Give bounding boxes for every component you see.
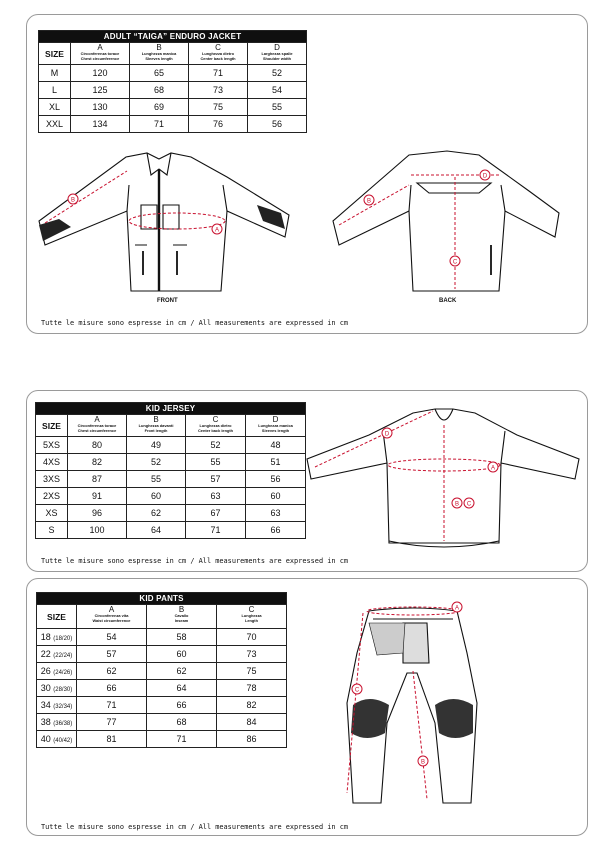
value-cell: 71 <box>147 731 217 748</box>
value-cell: 80 <box>68 437 127 454</box>
measurement-note: Tutte le misure sono espresse in cm / All measurements are expressed in cm <box>41 823 348 831</box>
jersey-size-table <box>35 402 306 539</box>
jacket-col-d: D Larghezza spalle Shoulder width <box>248 43 307 65</box>
marker-d <box>480 170 490 180</box>
jersey-size-header: SIZE <box>36 415 68 437</box>
size-cell <box>39 116 71 133</box>
size-cell <box>36 522 68 539</box>
pants-size-header: SIZE <box>37 605 77 629</box>
value-cell: 55 <box>127 471 186 488</box>
value-cell: 82 <box>68 454 127 471</box>
jacket-size-header: SIZE <box>39 43 71 65</box>
svg-text:B: B <box>420 759 426 766</box>
value-cell: 87 <box>68 471 127 488</box>
size-range: (22/24) <box>53 653 73 659</box>
value-cell: 60 <box>246 488 306 505</box>
size-cell <box>37 629 77 646</box>
size-cell <box>39 99 71 116</box>
pants-table-title: KID PANTS <box>37 593 287 605</box>
table-row <box>37 714 287 731</box>
value-cell: 54 <box>77 629 147 646</box>
size-label: 2XS <box>42 491 60 501</box>
jersey-table-title: KID JERSEY <box>36 403 306 415</box>
jacket-table-title: ADULT “TAIGA” ENDURO JACKET <box>39 31 307 43</box>
pants-size-table <box>36 592 287 748</box>
value-cell: 52 <box>186 437 246 454</box>
jersey-col-c: C Lunghezza dietro Center back length <box>186 415 246 437</box>
table-row <box>37 663 287 680</box>
measurement-note: Tutte le misure sono espresse in cm / All measurements are expressed in cm <box>41 557 348 565</box>
size-range: (32/34) <box>53 704 73 710</box>
size-range: (36/38) <box>53 721 73 727</box>
value-cell: 75 <box>189 99 248 116</box>
size-cell <box>39 65 71 82</box>
marker-a <box>488 462 498 472</box>
value-cell: 71 <box>130 116 189 133</box>
jacket-size-card <box>26 14 588 334</box>
value-cell: 60 <box>127 488 186 505</box>
measurement-note: Tutte le misure sono espresse in cm / All measurements are expressed in cm <box>41 319 348 327</box>
value-cell: 125 <box>71 82 130 99</box>
kid-jersey-size-card <box>26 390 588 572</box>
jacket-front-illustration <box>31 145 303 295</box>
marker-b <box>452 498 462 508</box>
table-row <box>37 697 287 714</box>
value-cell: 63 <box>186 488 246 505</box>
table-row <box>39 116 307 133</box>
value-cell: 66 <box>246 522 306 539</box>
size-range: (18/20) <box>53 636 73 642</box>
size-label: 5XS <box>42 440 60 450</box>
value-cell: 49 <box>127 437 186 454</box>
value-cell: 62 <box>127 505 186 522</box>
value-cell: 62 <box>77 663 147 680</box>
size-range: (24/26) <box>53 670 73 676</box>
jacket-col-c: C Lunghezza dietro Center back length <box>189 43 248 65</box>
svg-text:A: A <box>214 227 220 234</box>
value-cell: 82 <box>217 697 287 714</box>
jacket-front-label: FRONT <box>157 298 178 304</box>
value-cell: 75 <box>217 663 287 680</box>
table-row <box>37 629 287 646</box>
jacket-back-label: BACK <box>439 298 457 304</box>
size-cell <box>39 82 71 99</box>
size-range: (28/30) <box>53 687 73 693</box>
value-cell: 100 <box>68 522 127 539</box>
value-cell: 54 <box>248 82 307 99</box>
value-cell: 65 <box>130 65 189 82</box>
table-row <box>36 454 306 471</box>
size-cell <box>37 714 77 731</box>
svg-text:B: B <box>70 197 76 204</box>
value-cell: 69 <box>130 99 189 116</box>
value-cell: 120 <box>71 65 130 82</box>
table-row <box>39 82 307 99</box>
svg-text:C: C <box>354 687 360 694</box>
value-cell: 55 <box>186 454 246 471</box>
value-cell: 64 <box>147 680 217 697</box>
marker-b <box>418 756 428 766</box>
table-row <box>37 731 287 748</box>
size-label: XS <box>45 508 58 518</box>
pants-col-a: A Circonferenza vita Waist circumference <box>77 605 147 629</box>
table-row <box>39 65 307 82</box>
marker-b <box>68 194 78 204</box>
svg-text:B: B <box>366 198 372 205</box>
svg-text:D: D <box>482 173 488 180</box>
value-cell: 60 <box>147 646 217 663</box>
jacket-back-illustration <box>309 145 577 295</box>
value-cell: 63 <box>246 505 306 522</box>
svg-text:B: B <box>454 501 460 508</box>
value-cell: 81 <box>77 731 147 748</box>
size-label: 26 <box>40 666 51 676</box>
size-cell <box>36 437 68 454</box>
pants-col-c: C Lunghezza Length <box>217 605 287 629</box>
table-row <box>37 680 287 697</box>
table-row <box>36 505 306 522</box>
value-cell: 71 <box>189 65 248 82</box>
value-cell: 52 <box>127 454 186 471</box>
svg-text:A: A <box>454 605 460 612</box>
size-label: 30 <box>40 683 51 693</box>
pants-illustration <box>317 593 497 813</box>
table-row <box>36 488 306 505</box>
size-label: XL <box>48 102 60 112</box>
jersey-illustration <box>303 403 583 553</box>
jacket-size-table <box>38 30 307 133</box>
value-cell: 51 <box>246 454 306 471</box>
value-cell: 52 <box>248 65 307 82</box>
value-cell: 96 <box>68 505 127 522</box>
value-cell: 91 <box>68 488 127 505</box>
marker-c <box>450 256 460 266</box>
table-row <box>36 471 306 488</box>
value-cell: 76 <box>189 116 248 133</box>
size-cell <box>37 663 77 680</box>
jersey-col-b: B Lunghezza davanti Front length <box>127 415 186 437</box>
marker-c <box>464 498 474 508</box>
size-label: 22 <box>40 649 51 659</box>
value-cell: 68 <box>147 714 217 731</box>
value-cell: 73 <box>189 82 248 99</box>
value-cell: 62 <box>147 663 217 680</box>
value-cell: 56 <box>246 471 306 488</box>
size-cell <box>36 454 68 471</box>
value-cell: 58 <box>147 629 217 646</box>
value-cell: 67 <box>186 505 246 522</box>
value-cell: 78 <box>217 680 287 697</box>
value-cell: 57 <box>186 471 246 488</box>
marker-a <box>452 602 462 612</box>
value-cell: 66 <box>77 680 147 697</box>
svg-text:D: D <box>384 431 390 438</box>
svg-text:C: C <box>466 501 472 508</box>
svg-text:C: C <box>452 259 458 266</box>
kid-pants-size-card <box>26 578 588 836</box>
value-cell: 56 <box>248 116 307 133</box>
value-cell: 134 <box>71 116 130 133</box>
value-cell: 70 <box>217 629 287 646</box>
value-cell: 71 <box>186 522 246 539</box>
marker-a <box>212 224 222 234</box>
pants-col-b: B Cavallo Inseam <box>147 605 217 629</box>
table-row <box>39 99 307 116</box>
table-row <box>36 522 306 539</box>
size-label: 38 <box>40 717 51 727</box>
table-row <box>37 646 287 663</box>
jersey-col-d: D Lunghezza manica Sleeves length <box>246 415 306 437</box>
size-cell <box>37 697 77 714</box>
marker-d <box>382 428 392 438</box>
jacket-col-a: A Circonferenza torace Chest circumference <box>71 43 130 65</box>
size-label: 40 <box>40 734 51 744</box>
value-cell: 68 <box>130 82 189 99</box>
pants-table-body <box>37 629 287 748</box>
size-cell <box>36 471 68 488</box>
value-cell: 77 <box>77 714 147 731</box>
marker-c <box>352 684 362 694</box>
marker-b <box>364 195 374 205</box>
value-cell: 66 <box>147 697 217 714</box>
jersey-col-a: A Circonferenza torace Chest circumference <box>68 415 127 437</box>
value-cell: 130 <box>71 99 130 116</box>
value-cell: 71 <box>77 697 147 714</box>
jacket-table-body <box>39 65 307 133</box>
size-cell <box>37 680 77 697</box>
size-label: XXL <box>45 119 63 129</box>
size-label: 18 <box>40 632 51 642</box>
size-label: S <box>48 525 55 535</box>
value-cell: 73 <box>217 646 287 663</box>
size-label: M <box>50 68 59 78</box>
value-cell: 64 <box>127 522 186 539</box>
jersey-table-body <box>36 437 306 539</box>
size-cell <box>36 505 68 522</box>
size-label: 3XS <box>42 474 60 484</box>
size-label: 4XS <box>42 457 60 467</box>
value-cell: 48 <box>246 437 306 454</box>
value-cell: 86 <box>217 731 287 748</box>
jacket-col-b: B Lunghezza manica Sleeves length <box>130 43 189 65</box>
size-cell <box>37 646 77 663</box>
table-row <box>36 437 306 454</box>
size-cell <box>36 488 68 505</box>
value-cell: 84 <box>217 714 287 731</box>
value-cell: 57 <box>77 646 147 663</box>
size-range: (40/42) <box>53 738 73 744</box>
size-cell <box>37 731 77 748</box>
svg-text:A: A <box>490 465 496 472</box>
value-cell: 55 <box>248 99 307 116</box>
size-label: 34 <box>40 700 51 710</box>
size-label: L <box>51 85 57 95</box>
